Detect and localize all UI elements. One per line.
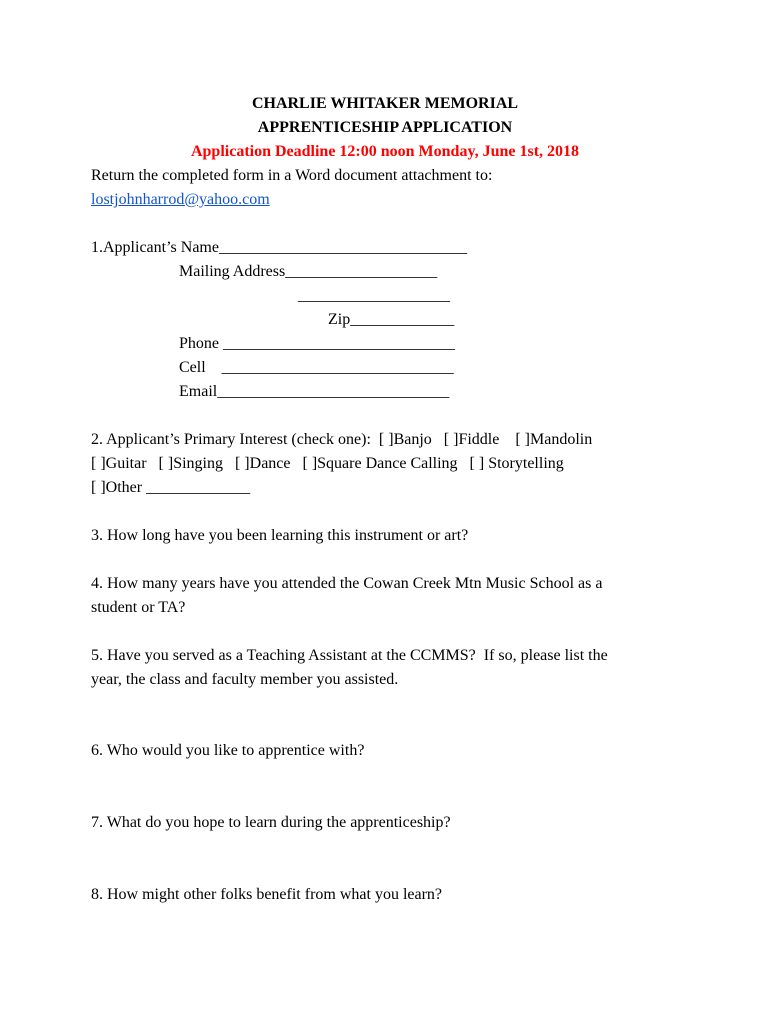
email-field: Email_____________________________	[179, 383, 450, 400]
phone-field: Phone _____________________________	[179, 335, 455, 352]
question-4-line-2: student or TA?	[91, 599, 186, 616]
title-line-1: CHARLIE WHITAKER MEMORIAL	[251, 95, 519, 112]
primary-interest-line-2: [ ]Guitar [ ]Singing [ ]Dance [ ]Square Dance Calling [ ] Storytelling	[91, 455, 564, 472]
mailing-address-field: Mailing Address___________________	[179, 263, 438, 280]
question-5-line-1: 5. Have you served as a Teaching Assistant at the CCMMS? If so, please list the	[91, 647, 608, 664]
primary-interest-other: [ ]Other _____________	[91, 479, 251, 496]
question-6: 6. Who would you like to apprentice with?	[91, 742, 365, 759]
question-4-line-1: 4. How many years have you attended the Cowan Creek Mtn Music School as a	[91, 575, 603, 592]
cell-field: Cell _____________________________	[179, 359, 454, 376]
question-7: 7. What do you hope to learn during the apprenticeship?	[91, 814, 451, 831]
question-3: 3. How long have you been learning this instrument or art?	[91, 527, 469, 544]
deadline-text: Application Deadline 12:00 noon Monday, June 1st, 2018	[190, 143, 580, 160]
mailing-address-line-2: ___________________	[298, 287, 450, 304]
zip-field: Zip_____________	[328, 311, 455, 328]
email-link[interactable]: lostjohnharrod@yahoo.com	[91, 191, 270, 208]
instructions-text: Return the completed form in a Word document attachment to:	[91, 167, 493, 184]
title-line-2: APPRENTICESHIP APPLICATION	[257, 119, 513, 136]
question-5-line-2: year, the class and faculty member you assisted.	[91, 671, 399, 688]
applicant-name-field: 1.Applicant’s Name_______________________________	[91, 239, 467, 256]
primary-interest-line-1: 2. Applicant’s Primary Interest (check one): [ ]Banjo [ ]Fiddle [ ]Mandolin	[91, 431, 593, 448]
question-8: 8. How might other folks benefit from what you learn?	[91, 886, 443, 903]
